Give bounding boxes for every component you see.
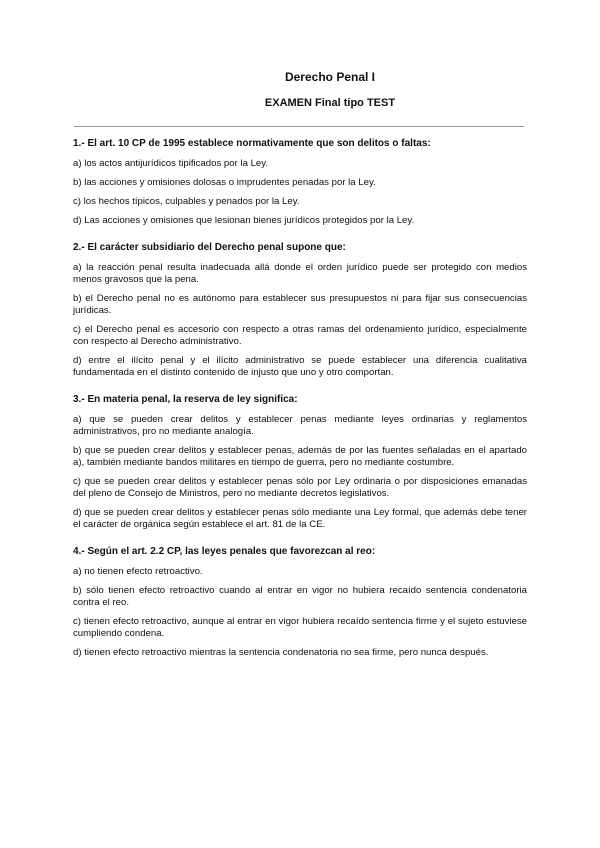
question-text: 1.- El art. 10 CP de 1995 establece normativamente que son delitos o faltas: bbox=[73, 138, 431, 149]
answer-option: c) tienen efecto retroactivo, aunque al entrar en vigor hubiera recaído sentencia firme y el sujeto estuviese cumpliendo condena. bbox=[73, 616, 527, 639]
answer-option: c) que se pueden crear delitos y establecer penas sólo por Ley ordinaria o por disposiciones emanadas del pleno de Consejo de Ministros, pero no mediante decretos legislativos. bbox=[73, 476, 527, 499]
question-block bbox=[73, 546, 527, 659]
question-text: 2.- El carácter subsidiario del Derecho penal supone que: bbox=[73, 242, 346, 253]
answer-option: b) las acciones y omisiones dolosas o imprudentes penadas por la Ley. bbox=[73, 177, 376, 188]
page-title: Derecho Penal I bbox=[284, 70, 376, 84]
question-block bbox=[73, 242, 527, 379]
question-block bbox=[73, 394, 527, 531]
answer-option: d) tienen efecto retroactivo mientras la sentencia condenatoria no sea firme, pero nunca después. bbox=[73, 647, 489, 658]
answer-option: a) la reacción penal resulta inadecuada allá donde el orden jurídico puede ser protegido con medios menos gravosos que la pena. bbox=[73, 262, 527, 285]
question-block bbox=[73, 138, 527, 227]
answer-option: a) que se pueden crear delitos y establecer penas mediante leyes ordinarias y reglamentos administrativos, pro no mediante analogía. bbox=[73, 414, 527, 437]
header-divider bbox=[74, 126, 524, 127]
page-subtitle: EXAMEN Final tipo TEST bbox=[264, 97, 396, 109]
answer-option: a) no tienen efecto retroactivo. bbox=[73, 566, 203, 577]
question-text: 4.- Según el art. 2.2 CP, las leyes penales que favorezcan al reo: bbox=[73, 546, 376, 557]
answer-option: d) que se pueden crear delitos y establecer penas sólo mediante una Ley formal, que además debe tener el carácter de orgánica según establece el art. 81 de la CE. bbox=[73, 507, 527, 530]
answer-option: d) Las acciones y omisiones que lesionan bienes jurídicos protegidos por la Ley. bbox=[73, 215, 415, 226]
answer-option: b) el Derecho penal no es autónomo para establecer sus presupuestos ni para fijar sus consecuencias jurídicas. bbox=[73, 293, 527, 316]
answer-option: d) entre el ilícito penal y el ilícito administrativo se puede establecer una diferencia cualitativa fundamentada en el distinto contenido de injusto que uno y otro comportan. bbox=[73, 355, 527, 378]
answer-option: a) los actos antijurídicos tipificados por la Ley. bbox=[73, 158, 268, 169]
answer-option: b) sólo tienen efecto retroactivo cuando al entrar en vigor no hubiera recaído sentencia condenatoria contra el reo. bbox=[73, 585, 527, 608]
question-text: 3.- En materia penal, la reserva de ley significa: bbox=[73, 394, 298, 405]
answer-option: b) que se pueden crear delitos y establecer penas, además de por las fuentes señaladas en el apartado a), también mediante bandos militares en tiempo de guerra, pero no mediante costumbre. bbox=[73, 445, 527, 468]
questions-list bbox=[73, 138, 527, 674]
answer-option: c) los hechos típicos, culpables y penados por la Ley. bbox=[73, 196, 300, 207]
answer-option: c) el Derecho penal es accesorio con respecto a otras ramas del ordenamiento jurídico, especialmente con respecto al Derecho administrativo. bbox=[73, 324, 527, 347]
